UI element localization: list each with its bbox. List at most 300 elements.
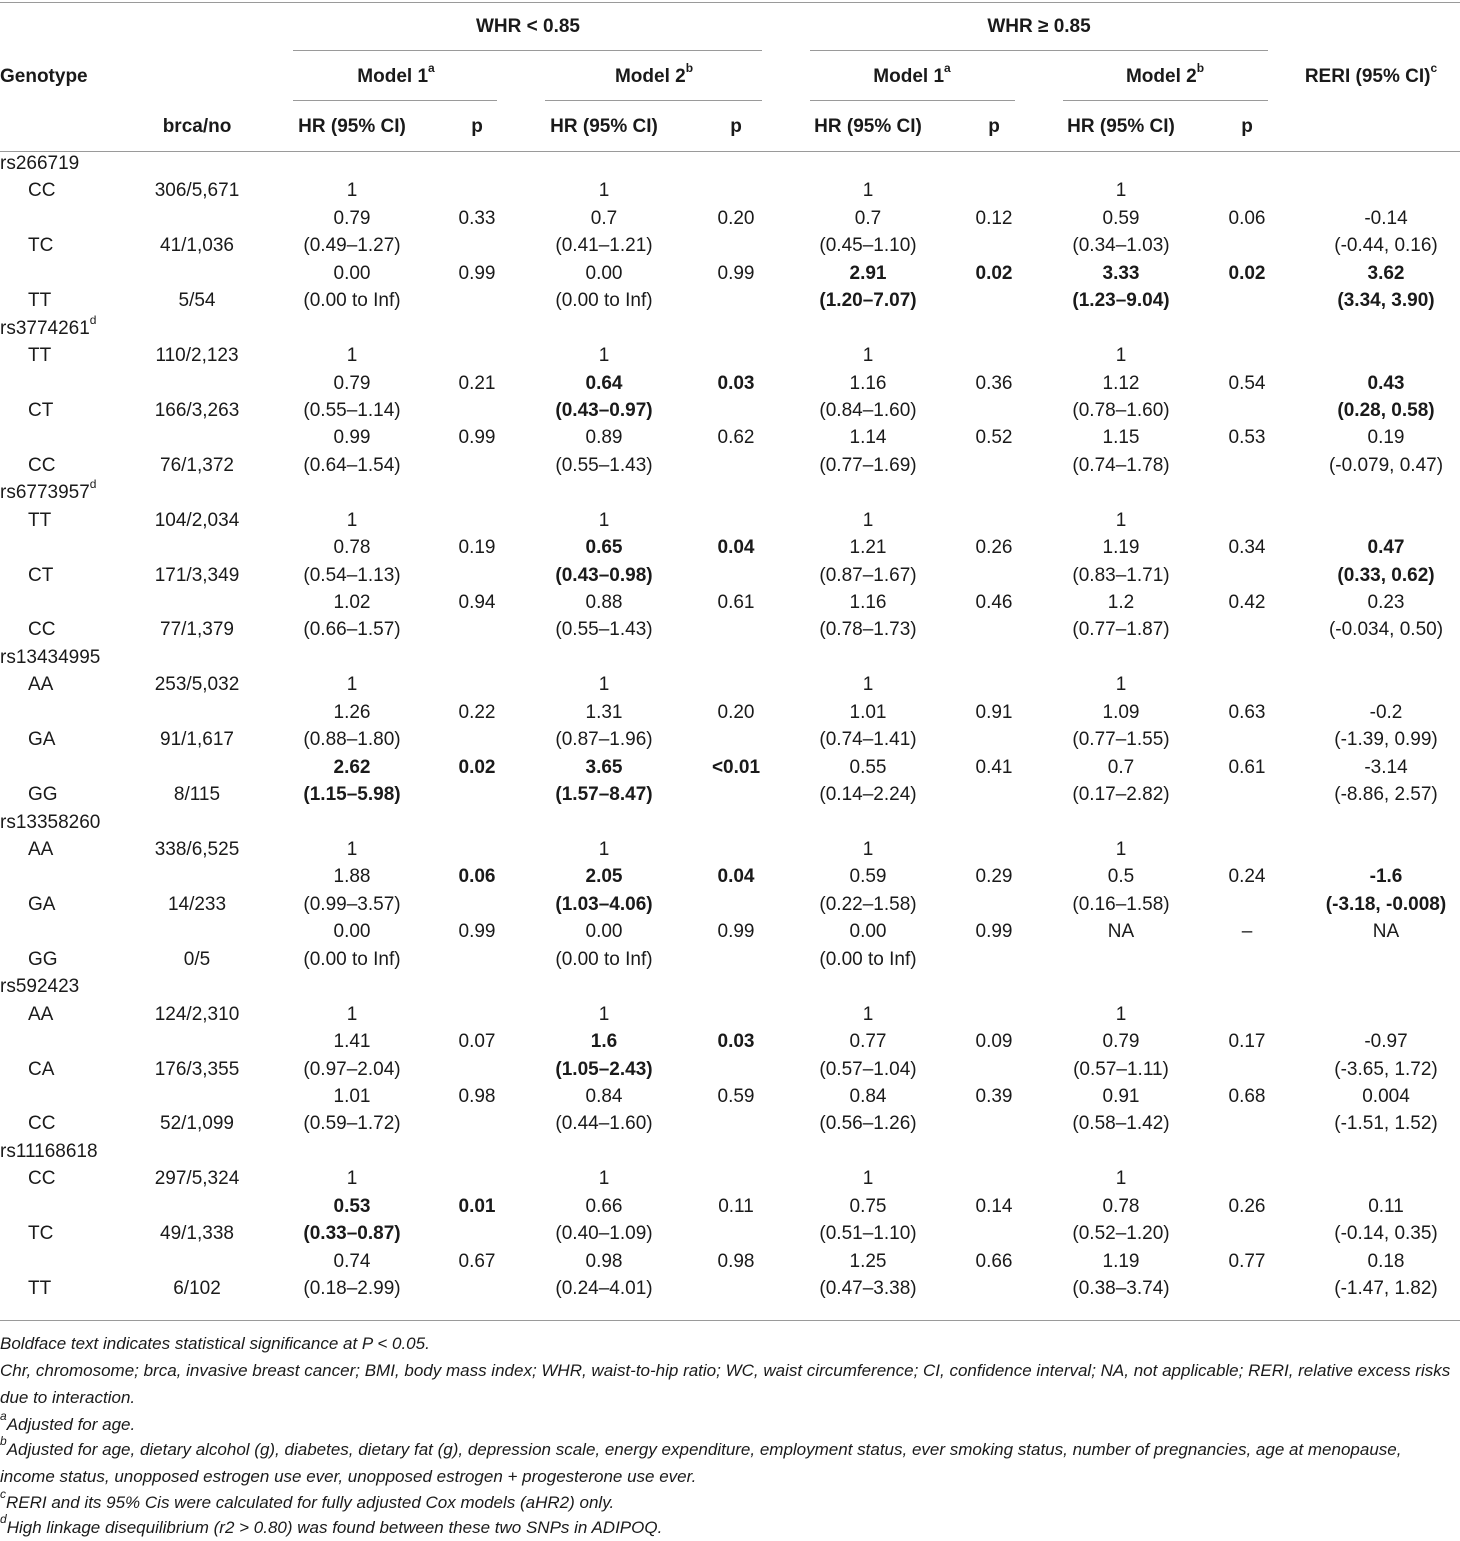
- genotype-label: CC: [28, 619, 56, 640]
- hr-reference: 1: [598, 180, 610, 201]
- hr-reference: 1: [1115, 180, 1127, 201]
- snp-label: rs13434995: [0, 647, 101, 668]
- reri-ci: (-0.44, 0.16): [1334, 235, 1438, 256]
- reri-value: 0.43: [1367, 373, 1405, 394]
- hr-value: 1.25: [849, 1251, 887, 1272]
- footnote-a: $^a$Adjusted for age.: [0, 1409, 136, 1434]
- hr-ci: (0.43–0.98): [555, 565, 653, 586]
- hr-ci: (0.55–1.43): [555, 619, 653, 640]
- hr-ci: (0.43–0.97): [555, 400, 653, 421]
- hr-ci: (0.77–1.69): [819, 455, 917, 476]
- model2-header-high: Model 2$^b$: [1125, 60, 1205, 87]
- hr-ci: (0.78–1.73): [819, 619, 917, 640]
- p-value: 0.53: [1228, 427, 1266, 448]
- p-value: 0.99: [458, 263, 496, 284]
- hr-reference: 1: [862, 345, 874, 366]
- hr-value: 0.79: [1102, 1031, 1140, 1052]
- reri-ci: (-3.18, -0.008): [1325, 894, 1447, 915]
- hr-value: 3.65: [585, 757, 623, 778]
- brca-count: 306/5,671: [154, 180, 240, 201]
- genotype-label: CC: [28, 1168, 56, 1189]
- reri-ci: (-1.51, 1.52): [1334, 1113, 1438, 1134]
- hr-ci: (0.56–1.26): [819, 1113, 917, 1134]
- hr-ci: (0.77–1.87): [1072, 619, 1170, 640]
- reri-ci: (-8.86, 2.57): [1334, 784, 1438, 805]
- reri-value: 0.23: [1367, 592, 1405, 613]
- header-rule: [0, 151, 1460, 152]
- hr-reference: 1: [346, 839, 358, 860]
- hr-ci: (0.87–1.67): [819, 565, 917, 586]
- hr-ci: (0.33–0.87): [303, 1223, 401, 1244]
- brca-count: 49/1,338: [160, 1223, 234, 1244]
- hr-value: 1.16: [849, 373, 887, 394]
- p-value: 0.99: [458, 921, 496, 942]
- hr-reference: 1: [346, 1004, 358, 1025]
- p-value: 0.21: [458, 373, 496, 394]
- model2-rule-b: [1063, 100, 1268, 101]
- p-value: 0.04: [717, 537, 755, 558]
- p-value: 0.77: [1228, 1251, 1266, 1272]
- hr-reference: 1: [598, 839, 610, 860]
- p-value: 0.02: [1228, 263, 1266, 284]
- hr-ci: (0.77–1.55): [1072, 729, 1170, 750]
- genotype-label: CT: [28, 400, 54, 421]
- brca-count: 338/6,525: [154, 839, 240, 860]
- footnote-b: $^b$Adjusted for age, dietary alcohol (g), diabetes, dietary fat (g), depression scale, energy expenditure, employment status, ever smoking status, number of pregnancies, age at menopause, income status, unopposed estrogen use ever, unopposed estrogen + progesterone use ever.: [0, 1434, 1402, 1486]
- bottom-rule: [0, 1320, 1460, 1321]
- brca-count: 8/115: [173, 784, 221, 805]
- hr-ci: (0.55–1.14): [303, 400, 401, 421]
- hr-ci: (0.00 to Inf): [819, 949, 917, 970]
- p-value: <0.01: [711, 757, 761, 778]
- genotype-label: TT: [28, 510, 52, 531]
- p-value: 0.09: [975, 1031, 1013, 1052]
- hr-reference: 1: [1115, 1168, 1127, 1189]
- reri-value: NA: [1372, 921, 1400, 942]
- p-value: 0.02: [975, 263, 1013, 284]
- p-value: 0.68: [1228, 1086, 1266, 1107]
- genotype-label: TT: [28, 290, 52, 311]
- hr-value: 3.33: [1102, 263, 1140, 284]
- hr-value: 0.89: [585, 427, 623, 448]
- hr-value: 1.01: [849, 702, 887, 723]
- brca-count: 124/2,310: [154, 1004, 240, 1025]
- hr-ci: (0.57–1.11): [1073, 1059, 1169, 1080]
- hr-reference: 1: [346, 180, 358, 201]
- reri-ci: (0.33, 0.62): [1337, 565, 1435, 586]
- footnote-abbreviations: Chr, chromosome; brca, invasive breast cancer; BMI, body mass index; WHR, waist-to-hip ratio; WC, waist circumference; CI, confidence interval; NA, not applicable; RERI, relative excess risks due to interaction.: [0, 1361, 1451, 1407]
- genotype-label: CC: [28, 1113, 56, 1134]
- hr-value: 1.2: [1107, 592, 1135, 613]
- hr-value: 1.01: [333, 1086, 371, 1107]
- hr-value: 1.12: [1102, 373, 1140, 394]
- hr-value: 1.02: [333, 592, 371, 613]
- hr-ci: (0.97–2.04): [303, 1059, 401, 1080]
- hr-value: 1.6: [590, 1031, 618, 1052]
- hr-reference: 1: [598, 1168, 610, 1189]
- hr-value: 2.05: [585, 866, 623, 887]
- brca-count: 14/233: [167, 894, 227, 915]
- hr-ci: (1.15–5.98): [303, 784, 401, 805]
- p-value: –: [1241, 921, 1253, 942]
- hr-value: 0.99: [333, 427, 371, 448]
- p-header-1: p: [471, 116, 483, 137]
- hr-reference: 1: [1115, 839, 1127, 860]
- top-rule: [0, 2, 1460, 3]
- hr-value: 0.59: [849, 866, 887, 887]
- hr-reference: 1: [862, 1168, 874, 1189]
- model1-rule-b: [810, 100, 1015, 101]
- brca-count: 5/54: [178, 290, 216, 311]
- p-value: 0.22: [458, 702, 496, 723]
- reri-value: 0.19: [1367, 427, 1405, 448]
- hr-ci: (0.87–1.96): [555, 729, 653, 750]
- hr-value: 1.15: [1102, 427, 1140, 448]
- hr-value: 0.78: [333, 537, 371, 558]
- p-value: 0.33: [458, 208, 496, 229]
- brca-count: 6/102: [173, 1278, 221, 1299]
- p-value: 0.04: [717, 866, 755, 887]
- group1-rule: [293, 50, 762, 51]
- genotype-label: GA: [28, 894, 56, 915]
- reri-value: -3.14: [1364, 757, 1408, 778]
- model1-rule-a: [293, 100, 497, 101]
- hr-header-1: HR (95% CI): [298, 116, 406, 137]
- hr-reference: 1: [862, 674, 874, 695]
- hr-value: 0.74: [333, 1251, 371, 1272]
- snp-label: rs266719: [0, 153, 80, 174]
- hr-ci: (0.49–1.27): [303, 235, 401, 256]
- hr-ci: (0.55–1.43): [555, 455, 653, 476]
- hr-reference: 1: [598, 1004, 610, 1025]
- p-value: 0.42: [1228, 592, 1266, 613]
- p-value: 0.26: [975, 537, 1013, 558]
- genotype-label: GA: [28, 729, 56, 750]
- hr-value: 1.16: [849, 592, 887, 613]
- hr-ci: (0.41–1.21): [555, 235, 653, 256]
- hr-value: 0.84: [849, 1086, 887, 1107]
- genotype-label: AA: [28, 1004, 54, 1025]
- reri-value: -0.2: [1369, 702, 1403, 723]
- reri-value: 0.004: [1362, 1086, 1410, 1107]
- hr-ci: (0.58–1.42): [1072, 1113, 1170, 1134]
- p-value: 0.67: [458, 1251, 496, 1272]
- brca-count: 0/5: [183, 949, 211, 970]
- hr-value: NA: [1107, 921, 1135, 942]
- reri-value: 0.47: [1367, 537, 1405, 558]
- p-value: 0.39: [975, 1086, 1013, 1107]
- genotype-label: TC: [28, 1223, 54, 1244]
- hr-reference: 1: [1115, 345, 1127, 366]
- hr-ci: (1.57–8.47): [555, 784, 653, 805]
- p-value: 0.26: [1228, 1196, 1266, 1217]
- brca-count: 110/2,123: [155, 345, 239, 366]
- hr-value: 0.00: [585, 263, 623, 284]
- brca-count: 297/5,324: [154, 1168, 240, 1189]
- hr-value: 0.91: [1102, 1086, 1140, 1107]
- hr-ci: (0.40–1.09): [555, 1223, 653, 1244]
- hr-ci: (0.83–1.71): [1072, 565, 1170, 586]
- brca-header: brca/no: [162, 116, 232, 137]
- group2-rule: [810, 50, 1268, 51]
- hr-ci: (0.84–1.60): [819, 400, 917, 421]
- hr-reference: 1: [346, 1168, 358, 1189]
- hr-value: 0.00: [333, 921, 371, 942]
- hr-ci: (0.38–3.74): [1072, 1278, 1170, 1299]
- model1-header-high: Model 1$^a$: [873, 60, 951, 87]
- brca-count: 77/1,379: [160, 619, 234, 640]
- brca-count: 41/1,036: [160, 235, 234, 256]
- snp-label: rs11168618: [0, 1141, 98, 1162]
- p-value: 0.99: [717, 263, 755, 284]
- hr-value: 1.41: [333, 1031, 371, 1052]
- hr-ci: (0.54–1.13): [303, 565, 401, 586]
- p-value: 0.01: [458, 1196, 496, 1217]
- reri-ci: (-0.079, 0.47): [1328, 455, 1444, 476]
- hr-reference: 1: [598, 510, 610, 531]
- snp-label: rs592423: [0, 976, 80, 997]
- p-value: 0.06: [1228, 208, 1266, 229]
- hr-value: 1.19: [1102, 1251, 1140, 1272]
- snp-label: rs6773957$^d$: [0, 476, 97, 503]
- p-value: 0.91: [975, 702, 1013, 723]
- genotype-label: CC: [28, 180, 56, 201]
- hr-reference: 1: [862, 180, 874, 201]
- p-header-2: p: [730, 116, 742, 137]
- hr-ci: (0.47–3.38): [819, 1278, 917, 1299]
- brca-count: 91/1,617: [160, 729, 234, 750]
- snp-label: rs13358260: [0, 812, 101, 833]
- p-header-3: p: [988, 116, 1000, 137]
- p-value: 0.34: [1228, 537, 1266, 558]
- group-header-whr-low: WHR < 0.85: [475, 16, 581, 37]
- hr-value: 1.14: [849, 427, 887, 448]
- hr-value: 2.62: [333, 757, 371, 778]
- reri-ci: (-0.14, 0.35): [1334, 1223, 1438, 1244]
- p-value: 0.63: [1228, 702, 1266, 723]
- hr-value: 1.31: [585, 702, 623, 723]
- hr-ci: (0.78–1.60): [1072, 400, 1170, 421]
- p-value: 0.36: [975, 373, 1013, 394]
- hr-ci: (0.16–1.58): [1072, 894, 1170, 915]
- hr-ci: (0.64–1.54): [303, 455, 401, 476]
- hr-value: 0.77: [849, 1031, 887, 1052]
- reri-ci: (-0.034, 0.50): [1328, 619, 1444, 640]
- p-value: 0.41: [975, 757, 1013, 778]
- hr-reference: 1: [862, 1004, 874, 1025]
- p-value: 0.20: [717, 702, 755, 723]
- reri-value: -0.14: [1364, 208, 1408, 229]
- hr-ci: (0.00 to Inf): [555, 290, 653, 311]
- hr-ci: (1.03–4.06): [555, 894, 653, 915]
- model1-header-low: Model 1$^a$: [357, 60, 435, 87]
- p-value: 0.20: [717, 208, 755, 229]
- genotype-label: CC: [28, 455, 56, 476]
- p-value: 0.98: [717, 1251, 755, 1272]
- hr-ci: (0.88–1.80): [303, 729, 401, 750]
- hr-ci: (0.14–2.24): [819, 784, 917, 805]
- hr-ci: (0.00 to Inf): [555, 949, 653, 970]
- hr-reference: 1: [1115, 510, 1127, 531]
- hr-ci: (0.59–1.72): [303, 1113, 401, 1134]
- hr-ci: (0.74–1.78): [1072, 455, 1170, 476]
- reri-header: RERI (95% CI)$^c$: [1304, 60, 1438, 87]
- hr-value: 0.66: [585, 1196, 623, 1217]
- hr-ci: (0.00 to Inf): [303, 290, 401, 311]
- hr-value: 0.55: [849, 757, 887, 778]
- hr-ci: (0.24–4.01): [555, 1278, 653, 1299]
- hr-reference: 1: [346, 510, 358, 531]
- footnote-c: $^c$RERI and its 95% Cis were calculated for fully adjusted Cox models (aHR2) only.: [0, 1487, 615, 1512]
- hr-value: 1.09: [1102, 702, 1140, 723]
- p-value: 0.17: [1228, 1031, 1266, 1052]
- model2-rule-a: [545, 100, 762, 101]
- hr-ci: (0.45–1.10): [819, 235, 917, 256]
- genotype-label: GG: [28, 784, 58, 805]
- hr-value: 0.7: [1107, 757, 1135, 778]
- hr-ci: (0.57–1.04): [819, 1059, 917, 1080]
- hr-value: 0.00: [333, 263, 371, 284]
- p-value: 0.52: [975, 427, 1013, 448]
- p-value: 0.66: [975, 1251, 1013, 1272]
- hr-ci: (0.17–2.82): [1072, 784, 1170, 805]
- hr-ci: (0.52–1.20): [1072, 1223, 1170, 1244]
- p-value: 0.46: [975, 592, 1013, 613]
- p-value: 0.12: [975, 208, 1013, 229]
- hr-ci: (1.20–7.07): [819, 290, 917, 311]
- footnote-d: $^d$High linkage disequilibrium (r2 > 0.80) was found between these two SNPs in ADIPOQ.: [0, 1512, 663, 1537]
- p-value: 0.61: [717, 592, 755, 613]
- hr-ci: (0.44–1.60): [555, 1113, 653, 1134]
- p-value: 0.19: [458, 537, 496, 558]
- hr-ci: (0.22–1.58): [819, 894, 917, 915]
- p-value: 0.61: [1228, 757, 1266, 778]
- p-value: 0.06: [458, 866, 496, 887]
- hr-reference: 1: [1115, 1004, 1127, 1025]
- hr-value: 0.78: [1102, 1196, 1140, 1217]
- hr-value: 1.88: [333, 866, 371, 887]
- hr-value: 0.88: [585, 592, 623, 613]
- hr-ci: (0.18–2.99): [303, 1278, 401, 1299]
- p-value: 0.14: [975, 1196, 1013, 1217]
- genotype-label: CT: [28, 565, 54, 586]
- hr-reference: 1: [598, 345, 610, 366]
- hr-header-2: HR (95% CI): [550, 116, 658, 137]
- hr-ci: (0.34–1.03): [1072, 235, 1170, 256]
- hr-header-3: HR (95% CI): [814, 116, 922, 137]
- reri-value: -0.97: [1364, 1031, 1408, 1052]
- hr-reference: 1: [862, 839, 874, 860]
- p-value: 0.99: [717, 921, 755, 942]
- reri-ci: (3.34, 3.90): [1337, 290, 1435, 311]
- hr-ci: (0.66–1.57): [303, 619, 401, 640]
- brca-count: 52/1,099: [160, 1113, 234, 1134]
- p-value: 0.59: [717, 1086, 755, 1107]
- hr-value: 1.26: [333, 702, 371, 723]
- hr-value: 0.00: [849, 921, 887, 942]
- genotype-label: TC: [28, 235, 54, 256]
- hr-value: 1.19: [1102, 537, 1140, 558]
- genotype-label: GG: [28, 949, 58, 970]
- group-header-whr-high: WHR ≥ 0.85: [987, 16, 1091, 37]
- hr-value: 0.53: [333, 1196, 371, 1217]
- brca-count: 171/3,349: [154, 565, 240, 586]
- genotype-label: AA: [28, 839, 54, 860]
- p-value: 0.54: [1228, 373, 1266, 394]
- p-value: 0.99: [975, 921, 1013, 942]
- p-value: 0.03: [717, 1031, 755, 1052]
- hr-ci: (0.51–1.10): [819, 1223, 917, 1244]
- p-value: 0.62: [717, 427, 755, 448]
- hr-value: 0.64: [585, 373, 623, 394]
- hr-reference: 1: [346, 674, 358, 695]
- hr-value: 0.5: [1107, 866, 1135, 887]
- p-header-4: p: [1241, 116, 1253, 137]
- hr-ci: (1.23–9.04): [1072, 290, 1170, 311]
- reri-value: 0.11: [1368, 1196, 1404, 1217]
- hr-value: 0.7: [590, 208, 618, 229]
- p-value: 0.11: [718, 1196, 754, 1217]
- hr-value: 2.91: [849, 263, 887, 284]
- p-value: 0.94: [458, 592, 496, 613]
- hr-header-4: HR (95% CI): [1067, 116, 1175, 137]
- p-value: 0.03: [717, 373, 755, 394]
- hr-reference: 1: [598, 674, 610, 695]
- p-value: 0.07: [458, 1031, 496, 1052]
- reri-ci: (-1.47, 1.82): [1334, 1278, 1438, 1299]
- hr-reference: 1: [862, 510, 874, 531]
- brca-count: 253/5,032: [154, 674, 240, 695]
- p-value: 0.98: [458, 1086, 496, 1107]
- hr-value: 0.84: [585, 1086, 623, 1107]
- hr-ci: (0.99–3.57): [303, 894, 401, 915]
- hr-value: 0.7: [854, 208, 882, 229]
- reri-value: -1.6: [1369, 866, 1403, 887]
- genotype-label: TT: [28, 1278, 52, 1299]
- brca-count: 76/1,372: [160, 455, 234, 476]
- hr-value: 0.79: [333, 373, 371, 394]
- hr-value: 0.00: [585, 921, 623, 942]
- hr-value: 1.21: [849, 537, 887, 558]
- hr-ci: (0.74–1.41): [819, 729, 917, 750]
- genotype-label: AA: [28, 674, 54, 695]
- brca-count: 166/3,263: [154, 400, 240, 421]
- hr-value: 0.79: [333, 208, 371, 229]
- hr-value: 0.98: [585, 1251, 623, 1272]
- reri-ci: (-3.65, 1.72): [1334, 1059, 1438, 1080]
- p-value: 0.29: [975, 866, 1013, 887]
- genotype-label: CA: [28, 1059, 55, 1080]
- brca-count: 176/3,355: [154, 1059, 240, 1080]
- hr-reference: 1: [346, 345, 358, 366]
- p-value: 0.99: [458, 427, 496, 448]
- hr-value: 0.75: [849, 1196, 887, 1217]
- hr-reference: 1: [1115, 674, 1127, 695]
- snp-label: rs3774261$^d$: [0, 312, 97, 339]
- brca-count: 104/2,034: [154, 510, 240, 531]
- hr-value: 0.59: [1102, 208, 1140, 229]
- genotype-header: Genotype: [0, 66, 88, 87]
- footnote-bold: Boldface text indicates statistical significance at P < 0.05.: [0, 1334, 430, 1353]
- p-value: 0.24: [1228, 866, 1266, 887]
- hr-ci: (1.05–2.43): [555, 1059, 653, 1080]
- hr-value: 0.65: [585, 537, 623, 558]
- genotype-label: TT: [28, 345, 52, 366]
- reri-ci: (0.28, 0.58): [1337, 400, 1435, 421]
- p-value: 0.02: [458, 757, 496, 778]
- reri-ci: (-1.39, 0.99): [1334, 729, 1438, 750]
- hr-ci: (0.00 to Inf): [303, 949, 401, 970]
